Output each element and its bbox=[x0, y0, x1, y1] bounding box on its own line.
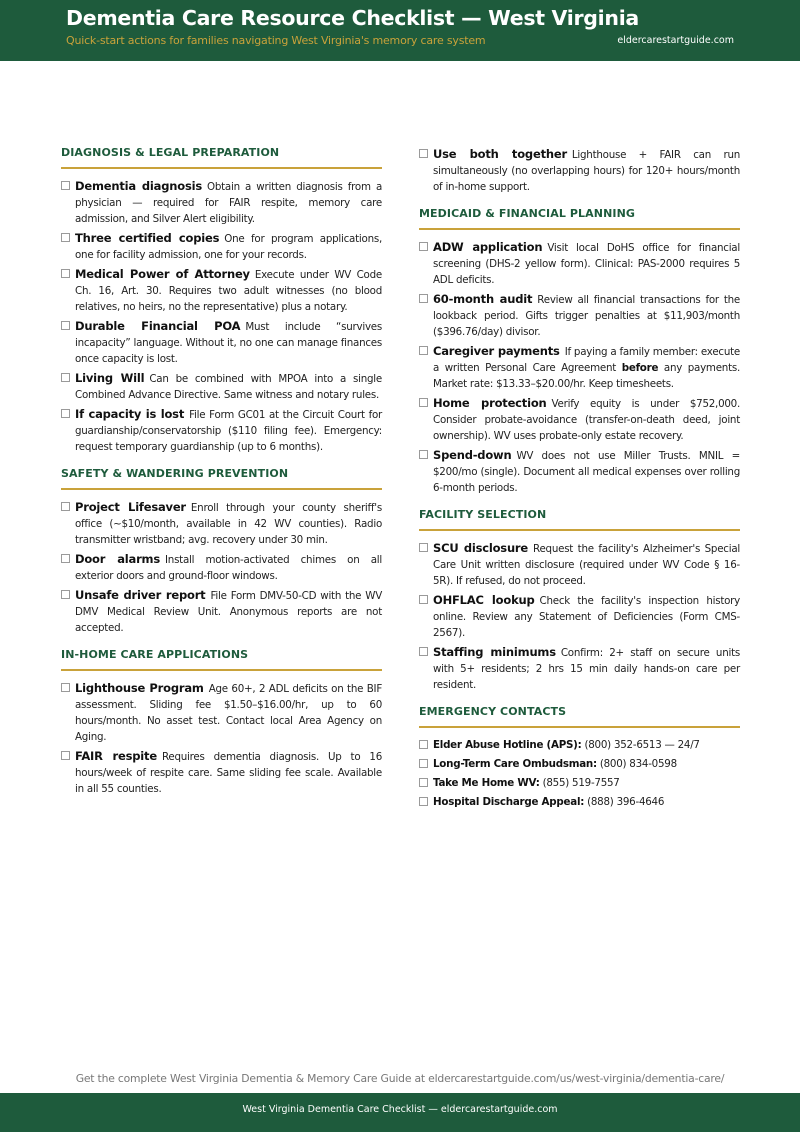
checkbox[interactable] bbox=[61, 373, 70, 382]
item-label: Three certified copies bbox=[75, 231, 220, 245]
item-text: Visit local DoHS office for financial screening (DHS-2 yellow form). Clinical: PAS-2000 requires 5 ADL deficits. bbox=[433, 242, 740, 286]
item-text: Age 60+, 2 ADL deficits on the BIF assessment. Sliding fee $1.50–$16.00/hr, up to 60 hours/month. No asset test. Contact local Area Agency on Aging. bbox=[75, 683, 382, 743]
item-label: Spend-down bbox=[433, 448, 512, 462]
item-text: Must include “survives incapacity” language. Without it, no one can manage finances once capacity is lost. bbox=[75, 321, 383, 365]
checklist-item bbox=[419, 291, 740, 340]
checklist-item bbox=[61, 370, 382, 403]
checklist-item bbox=[61, 266, 382, 315]
section-divider bbox=[61, 488, 382, 490]
contact-item bbox=[419, 794, 740, 810]
contact-phone[interactable]: (888) 396-4646 bbox=[587, 796, 665, 808]
checklist-item bbox=[419, 447, 740, 496]
checkbox[interactable] bbox=[419, 595, 428, 604]
item-text: Obtain a written diagnosis from a physician — required for FAIR respite, memory care admission, and Silver Alert eligibility. bbox=[75, 181, 383, 225]
item-text: Execute under WV Code Ch. 16, Art. 30. Requires two adult witnesses (no blood relatives, no heirs, no the representative) plus a notary. bbox=[75, 269, 382, 313]
checkbox[interactable] bbox=[419, 778, 428, 787]
header-site-link[interactable]: eldercarestartguide.com bbox=[617, 35, 734, 46]
contact-item bbox=[419, 775, 740, 791]
checkbox[interactable] bbox=[61, 683, 70, 692]
contact-name: Hospital Discharge Appeal: bbox=[433, 796, 585, 808]
checklist-item bbox=[61, 499, 382, 548]
item-label: Living Will bbox=[75, 371, 145, 385]
checkbox[interactable] bbox=[61, 502, 70, 511]
item-label: Project Lifesaver bbox=[75, 500, 186, 514]
checklist-item bbox=[61, 318, 382, 367]
item-text: Lighthouse + FAIR can run simultaneously (no overlapping hours) for 120+ hours/month of in-home support. bbox=[433, 149, 740, 193]
section-divider bbox=[61, 669, 382, 671]
item-text: any payments. Market rate: $13.33–$20.00/hr. Keep timesheets. bbox=[433, 362, 741, 390]
item-text: Requires dementia diagnosis. Up to 16 hours/week of respite care. Same sliding fee scale. Available in all 55 counties. bbox=[75, 751, 382, 795]
checklist-item bbox=[419, 644, 740, 693]
item-label: Caregiver payments bbox=[433, 344, 560, 358]
item-text: Confirm: 2+ staff on secure units with 5+ residents; 2 hrs 15 min daily hands-on care per resident. bbox=[433, 647, 740, 691]
checklist-item bbox=[61, 587, 382, 636]
item-label: Lighthouse Program bbox=[75, 681, 204, 695]
contact-name: Long-Term Care Ombudsman: bbox=[433, 758, 597, 770]
item-label: Door alarms bbox=[75, 552, 160, 566]
checklist-item bbox=[419, 395, 740, 444]
checkbox[interactable] bbox=[61, 409, 70, 418]
item-text: Install motion-activated chimes on all exterior doors and ground-floor windows. bbox=[75, 554, 382, 582]
item-text: WV does not use Miller Trusts. MNIL = $200/mo (single). Document all medical expenses over rolling 6-month periods. bbox=[433, 450, 740, 494]
right-column bbox=[419, 146, 740, 813]
checkbox[interactable] bbox=[419, 294, 428, 303]
footer-text: West Virginia Dementia Care Checklist — eldercarestartguide.com bbox=[242, 1104, 558, 1115]
checkbox[interactable] bbox=[419, 346, 428, 355]
item-label: If capacity is lost bbox=[75, 407, 185, 421]
checkbox[interactable] bbox=[61, 321, 70, 330]
contact-item bbox=[419, 756, 740, 772]
section-title: FACILITY SELECTION bbox=[419, 508, 547, 521]
item-text: If paying a family member: execute a written Personal Care Agreement bbox=[433, 346, 740, 374]
checklist-item bbox=[419, 239, 740, 288]
page-subtitle: Quick-start actions for families navigating West Virginia's memory care system bbox=[66, 34, 486, 47]
checkbox[interactable] bbox=[419, 398, 428, 407]
section bbox=[61, 467, 382, 636]
section-title: SAFETY & WANDERING PREVENTION bbox=[61, 467, 289, 480]
checklist-item bbox=[61, 680, 382, 745]
item-text: File Form DMV-50-CD with the WV DMV Medical Review Unit. Anonymous reports are not accepted. bbox=[75, 590, 382, 634]
checklist-item bbox=[419, 146, 740, 195]
item-label: ADW application bbox=[433, 240, 543, 254]
contact-name: Take Me Home WV: bbox=[433, 777, 540, 789]
checkbox[interactable] bbox=[61, 590, 70, 599]
checkbox[interactable] bbox=[61, 181, 70, 190]
section-divider bbox=[419, 726, 740, 728]
checkbox[interactable] bbox=[61, 269, 70, 278]
section-title: MEDICAID & FINANCIAL PLANNING bbox=[419, 207, 636, 220]
item-label: Dementia diagnosis bbox=[75, 179, 202, 193]
checklist-item bbox=[61, 406, 382, 455]
checklist-item bbox=[419, 343, 740, 392]
section-title: DIAGNOSIS & LEGAL PREPARATION bbox=[61, 146, 280, 159]
checkbox[interactable] bbox=[419, 740, 428, 749]
section-title: EMERGENCY CONTACTS bbox=[419, 705, 567, 718]
checklist-item bbox=[61, 748, 382, 797]
section-medicaid bbox=[419, 207, 740, 496]
item-label: Medical Power of Attorney bbox=[75, 267, 250, 281]
checkbox[interactable] bbox=[419, 543, 428, 552]
item-text: Review all financial transactions for the lookback period. Gifts trigger penalties at $11,903/month ($396.76/day) divisor. bbox=[433, 294, 740, 338]
checkbox[interactable] bbox=[419, 647, 428, 656]
item-label: Unsafe driver report bbox=[75, 588, 206, 602]
item-text: Request the facility's Alzheimer's Special Care Unit written disclosure (required under WV Code § 16-5R). If refused, do not proceed. bbox=[433, 543, 741, 587]
item-label: Staffing minimums bbox=[433, 645, 556, 659]
section-title: IN-HOME CARE APPLICATIONS bbox=[61, 648, 249, 661]
item-text: One for program applications, one for facility admission, one for your records. bbox=[75, 233, 382, 261]
contact-phone[interactable]: (855) 519-7557 bbox=[542, 777, 620, 789]
contact-item bbox=[419, 737, 740, 753]
item-text: Verify equity is under $752,000. Consider probate-avoidance (transfer-on-death deed, joint ownership). WV uses probate-only estate recovery. bbox=[433, 398, 740, 442]
item-text: Check the facility's inspection history online. Review any Statement of Deficiencies (Form CMS-2567). bbox=[433, 595, 740, 639]
footer-note[interactable]: Get the complete West Virginia Dementia & Memory Care Guide at eldercarestartguide.com/us/west-virginia/dementia-care/ bbox=[75, 1072, 725, 1085]
section-divider bbox=[419, 228, 740, 230]
item-text: Can be combined with MPOA into a single Combined Advance Directive. Same witness and notary rules. bbox=[75, 373, 382, 401]
checkbox[interactable] bbox=[419, 149, 428, 158]
item-label: Durable Financial POA bbox=[75, 319, 241, 333]
item-label: Use both together bbox=[433, 147, 567, 161]
checklist-item bbox=[61, 230, 382, 263]
checklist-item bbox=[61, 551, 382, 584]
section-emergency bbox=[419, 705, 740, 810]
checkbox[interactable] bbox=[61, 554, 70, 563]
item-text: File Form GC01 at the Circuit Court for guardianship/conservatorship ($110 filing fee). Emergency: request temporary guardianship (up to 6 months). bbox=[75, 409, 382, 453]
checklist-item bbox=[419, 592, 740, 641]
checklist-item bbox=[419, 540, 740, 589]
checkbox[interactable] bbox=[419, 450, 428, 459]
contact-phone[interactable]: (800) 834-0598 bbox=[599, 758, 677, 770]
checkbox[interactable] bbox=[61, 751, 70, 760]
item-label: SCU disclosure bbox=[433, 541, 529, 555]
checklist-item bbox=[61, 178, 382, 227]
item-text: Enroll through your county sheriff's office (~$10/month, available in 42 WV counties). Radio transmitter wristband; avg. recovery under 30 min. bbox=[75, 502, 382, 546]
item-label: FAIR respite bbox=[75, 749, 157, 763]
section-facility bbox=[419, 508, 740, 693]
header-bar bbox=[0, 0, 800, 61]
checkbox[interactable] bbox=[419, 759, 428, 768]
item-label: OHFLAC lookup bbox=[433, 593, 535, 607]
page-title: Dementia Care Resource Checklist — West Virginia bbox=[66, 6, 639, 30]
checkbox[interactable] bbox=[419, 242, 428, 251]
footer-bar bbox=[0, 1093, 800, 1132]
section-divider bbox=[419, 529, 740, 531]
item-emphasis: before bbox=[621, 362, 659, 374]
section bbox=[61, 146, 382, 455]
left-column bbox=[61, 146, 382, 800]
section-divider bbox=[61, 167, 382, 169]
checkbox[interactable] bbox=[419, 797, 428, 806]
item-label: 60-month audit bbox=[433, 292, 533, 306]
checkbox[interactable] bbox=[61, 233, 70, 242]
section bbox=[61, 648, 382, 797]
item-label: Home protection bbox=[433, 396, 547, 410]
contact-name: Elder Abuse Hotline (APS): bbox=[433, 739, 582, 751]
contact-phone[interactable]: (800) 352-6513 — 24/7 bbox=[584, 739, 700, 751]
